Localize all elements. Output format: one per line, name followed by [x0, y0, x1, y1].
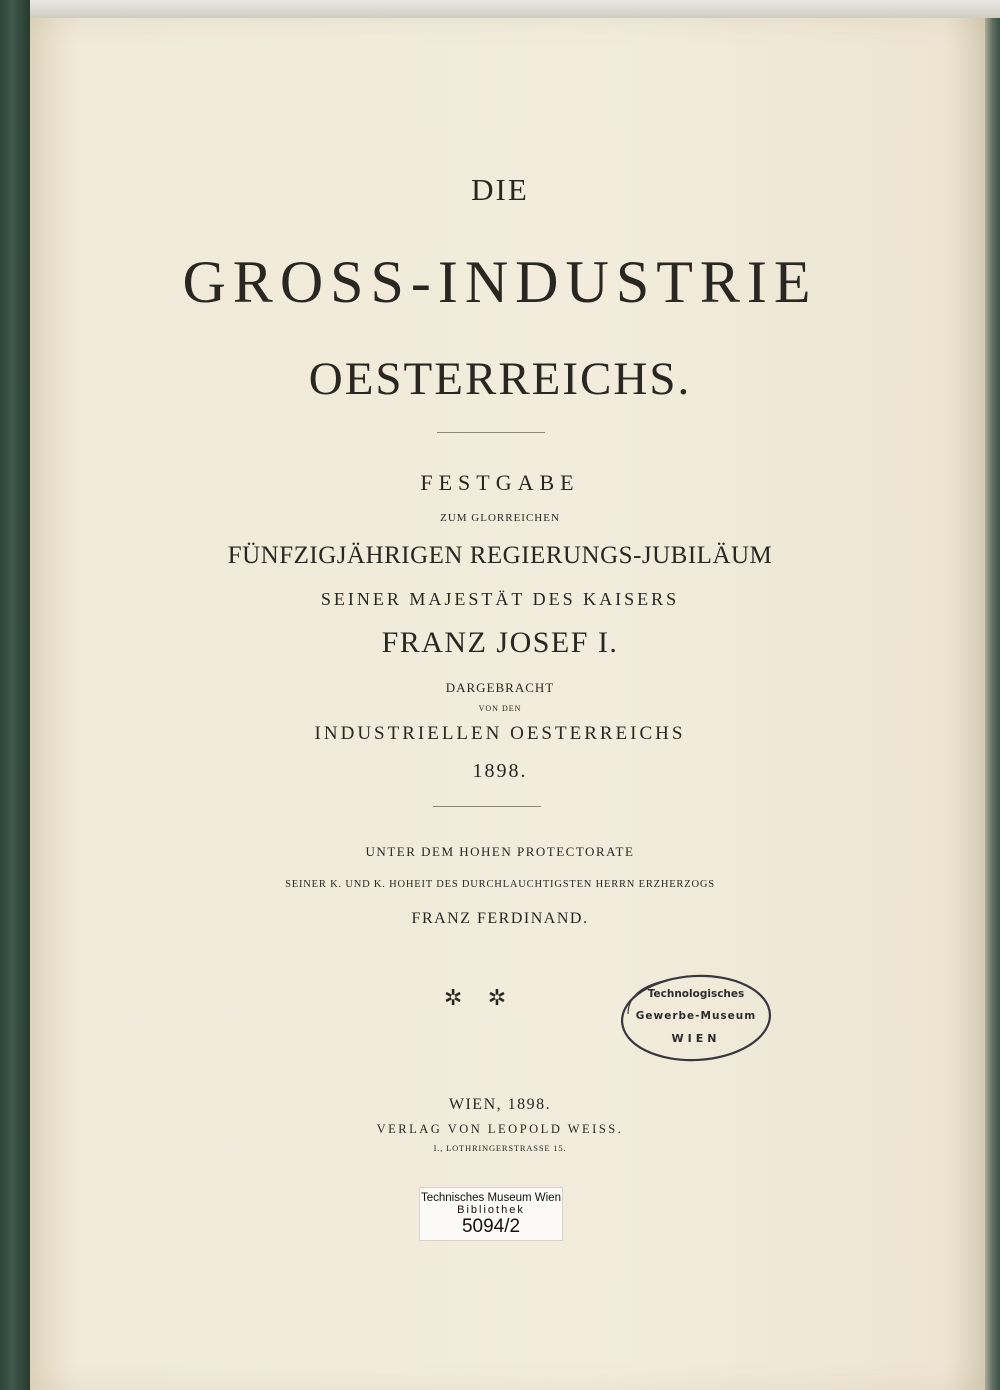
scan-top-margin [30, 0, 1000, 18]
dedication-industriellen: INDUSTRIELLEN OESTERREICHS [314, 723, 686, 744]
title-line-die: DIE [471, 172, 529, 207]
dedication-year: 1898. [472, 760, 528, 782]
dedication-dargebracht: DARGEBRACHT [445, 680, 555, 695]
museum-stamp [618, 970, 774, 1066]
library-shelfmark-label [419, 1187, 563, 1241]
stamp-line-3: WIEN [671, 1032, 721, 1045]
dedication-zum: ZUM GLORREICHEN [440, 512, 560, 524]
protectorate-seiner: SEINER K. UND K. HOHEIT DES DURCHLAUCHTIGSTEN HERRN ERZHERZOGS [285, 879, 715, 890]
dedication-seiner: SEINER MAJESTÄT DES KAISERS [320, 589, 680, 609]
dedication-jubilaeum: FÜNFZIGJÄHRIGEN REGIERUNGS-JUBILÄUM [227, 542, 773, 569]
label-shelfmark: 5094/2 [461, 1216, 521, 1237]
title-line-gross-industrie: GROSS-INDUSTRIE [182, 249, 818, 315]
imprint-publisher: VERLAG VON LEOPOLD WEISS. [376, 1122, 624, 1136]
stamp-line-1: Technologisches [647, 988, 745, 1000]
dedication-kaiser-name: FRANZ JOSEF I. [381, 626, 619, 659]
stamp-line-2: Gewerbe-Museum [635, 1010, 757, 1022]
protectorate-name: FRANZ FERDINAND. [411, 910, 589, 927]
protectorate-unter: UNTER DEM HOHEN PROTECTORATE [365, 844, 635, 859]
divider-rule [437, 432, 545, 433]
star-ornament-icon: ✲ ✲ [443, 985, 517, 1010]
title-line-oesterreichs: OESTERREICHS. [308, 353, 692, 405]
dedication-von-den: VON DEN [478, 704, 522, 713]
imprint-place-date: WIEN, 1898. [448, 1096, 552, 1113]
label-institution: Technisches Museum Wien [421, 1192, 561, 1204]
imprint-address: I., LOTHRINGERSTRASSE 15. [433, 1143, 567, 1153]
festgabe-heading: FESTGABE [420, 470, 580, 495]
label-department: Bibliothek [457, 1204, 525, 1216]
divider-rule [433, 806, 541, 807]
